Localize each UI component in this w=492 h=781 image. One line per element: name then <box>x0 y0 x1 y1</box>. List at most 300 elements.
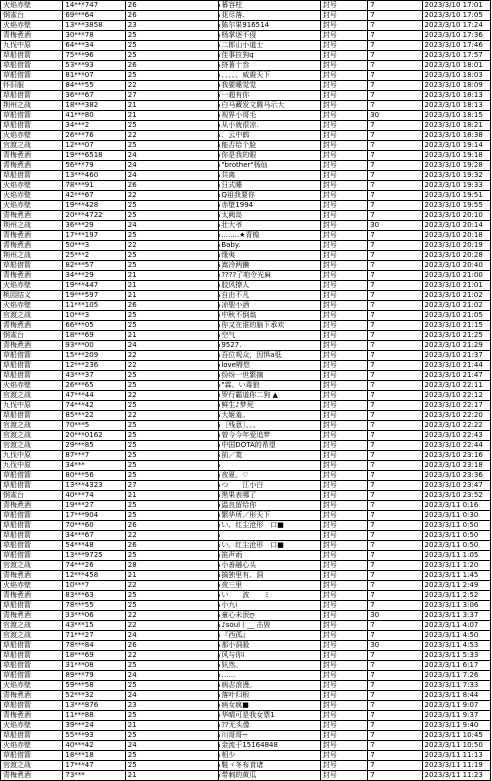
action-text: 封号 <box>322 241 337 249</box>
cell-note-marker <box>219 344 221 347</box>
account-text: 25***2 <box>65 251 90 259</box>
days-cell <box>368 601 422 611</box>
level-text: 25 <box>127 261 137 269</box>
account-cell <box>63 441 125 451</box>
nickname-cell <box>219 461 321 471</box>
nickname-text: ??无头像 <box>221 721 250 729</box>
level-text: 25 <box>127 441 137 449</box>
action-text: 封号 <box>322 661 337 669</box>
days-text: 7 <box>370 81 375 89</box>
server-cell <box>1 61 63 71</box>
cell-note-marker <box>219 444 221 447</box>
time-cell <box>422 741 490 751</box>
time-cell <box>422 641 490 651</box>
days-text: 7 <box>370 421 375 429</box>
days-text: 7 <box>370 581 375 589</box>
table-row <box>1 131 491 141</box>
time-cell <box>422 31 490 41</box>
days-text: 7 <box>370 651 375 659</box>
action-text: 封号 <box>322 31 337 39</box>
days-text: 7 <box>370 551 375 559</box>
nickname-text: 夜夏。♡ <box>221 471 249 479</box>
time-cell <box>422 271 490 281</box>
account-text: 47***44 <box>65 391 94 399</box>
account-text: 83***63 <box>65 591 94 599</box>
table-row <box>1 361 491 371</box>
days-cell <box>368 731 422 741</box>
cell-note-marker <box>219 754 221 757</box>
days-text: 7 <box>370 621 375 629</box>
account-cell <box>63 731 125 741</box>
days-cell <box>368 171 422 181</box>
action-text: 封号 <box>322 391 337 399</box>
level-cell <box>125 671 219 681</box>
days-text: 7 <box>370 491 375 499</box>
time-text: 2023/3/10 21:37 <box>424 351 483 359</box>
level-text: 21 <box>127 271 137 279</box>
cell-note-marker <box>219 4 221 7</box>
days-cell <box>368 491 422 501</box>
server-text: 青梅煮酒 <box>3 161 31 169</box>
days-cell <box>368 201 422 211</box>
account-cell <box>63 231 125 241</box>
cell-note-marker <box>219 134 221 137</box>
nickname-cell <box>219 111 321 121</box>
days-cell <box>368 421 422 431</box>
time-text: 2023/3/11 1:45 <box>424 571 479 579</box>
level-text: 25 <box>127 751 137 759</box>
table-row <box>1 201 491 211</box>
nickname-text: 搞独里有、洞 <box>221 571 264 579</box>
time-text: 2023/3/11 9:40 <box>424 721 479 729</box>
time-cell <box>422 591 490 601</box>
level-text: 24 <box>127 691 137 699</box>
server-cell <box>1 241 63 251</box>
nickname-text: 二郎山小道士 <box>221 41 264 49</box>
server-text: 青梅煮酒 <box>3 321 31 329</box>
level-text: 21 <box>127 281 137 289</box>
days-cell <box>368 181 422 191</box>
time-text: 2023/3/10 23:52 <box>424 491 483 499</box>
time-cell <box>422 241 490 251</box>
server-text: 青梅煮酒 <box>3 241 31 249</box>
server-text: 草船借箭 <box>3 111 31 119</box>
table-row <box>1 1 491 11</box>
action-cell <box>320 731 367 741</box>
time-text: 2023/3/10 19:18 <box>424 151 483 159</box>
table-row <box>1 701 491 711</box>
account-text: 19***6518 <box>65 151 103 159</box>
days-cell <box>368 31 422 41</box>
nickname-cell <box>219 761 321 771</box>
days-text: 30 <box>370 221 380 229</box>
server-cell <box>1 141 63 151</box>
server-cell <box>1 201 63 211</box>
action-cell <box>320 461 367 471</box>
action-cell <box>320 301 367 311</box>
account-cell <box>63 601 125 611</box>
account-cell <box>63 701 125 711</box>
level-cell <box>125 641 219 651</box>
days-text: 7 <box>370 601 375 609</box>
server-cell <box>1 681 63 691</box>
days-cell <box>368 461 422 471</box>
level-cell <box>125 501 219 511</box>
time-text: 2023/3/11 5:33 <box>424 651 479 659</box>
days-cell <box>368 381 422 391</box>
level-text: 21 <box>127 571 137 579</box>
action-text: 封号 <box>322 501 337 509</box>
level-cell <box>125 441 219 451</box>
action-text: 封号 <box>322 721 337 729</box>
action-cell <box>320 651 367 661</box>
level-text: 26 <box>127 541 137 549</box>
table-row <box>1 211 491 221</box>
account-cell <box>63 371 125 381</box>
account-cell <box>63 471 125 481</box>
nickname-cell <box>219 251 321 261</box>
time-cell <box>422 561 490 571</box>
account-text: 33***06 <box>65 611 94 619</box>
action-cell <box>320 551 367 561</box>
server-text: 九伐中原 <box>3 41 31 49</box>
time-text: 2023/3/10 21:29 <box>424 341 483 349</box>
action-cell <box>320 761 367 771</box>
account-cell <box>63 621 125 631</box>
level-cell <box>125 681 219 691</box>
time-text: 2023/3/11 1:05 <box>424 551 479 559</box>
table-row <box>1 501 491 511</box>
days-cell <box>368 741 422 751</box>
account-cell <box>63 511 125 521</box>
server-cell <box>1 101 63 111</box>
days-text: 7 <box>370 271 375 279</box>
table-body <box>1 1 491 781</box>
days-cell <box>368 541 422 551</box>
nickname-text: 太阙岛 <box>221 211 243 219</box>
time-text: 2023/3/10 22:11 <box>424 381 483 389</box>
time-cell <box>422 411 490 421</box>
account-cell <box>63 11 125 21</box>
nickname-cell <box>219 721 321 731</box>
server-cell <box>1 361 63 371</box>
time-cell <box>422 21 490 31</box>
days-text: 7 <box>370 301 375 309</box>
days-cell <box>368 211 422 221</box>
action-text: 封号 <box>322 41 337 49</box>
days-cell <box>368 161 422 171</box>
time-cell <box>422 231 490 241</box>
server-cell <box>1 351 63 361</box>
server-cell <box>1 581 63 591</box>
account-text: 17***904 <box>65 511 99 519</box>
days-text: 7 <box>370 751 375 759</box>
level-text: 25 <box>127 461 137 469</box>
time-text: 2023/3/10 19:51 <box>424 191 483 199</box>
action-cell <box>320 231 367 241</box>
account-text: 36***67 <box>65 91 94 99</box>
time-text: 2023/3/11 9:37 <box>424 711 479 719</box>
time-cell <box>422 71 490 81</box>
server-text: 火焰赤壁 <box>3 301 31 309</box>
time-cell <box>422 61 490 71</box>
account-cell <box>63 721 125 731</box>
action-text: 封号 <box>322 591 337 599</box>
days-cell <box>368 751 422 761</box>
action-cell <box>320 541 367 551</box>
cell-note-marker <box>219 144 221 147</box>
time-text: 2023/3/11 2:52 <box>424 591 479 599</box>
cell-note-marker <box>219 44 221 47</box>
time-cell <box>422 211 490 221</box>
server-text: 草船借箭 <box>3 471 31 479</box>
action-text: 封号 <box>322 641 337 649</box>
time-cell <box>422 371 490 381</box>
action-text: 封号 <box>322 111 337 119</box>
time-cell <box>422 541 490 551</box>
nickname-text: 凉聖小酒 <box>221 301 250 309</box>
action-cell <box>320 621 367 631</box>
days-cell <box>368 321 422 331</box>
cell-note-marker <box>219 564 221 567</box>
action-cell <box>320 51 367 61</box>
action-text: 封号 <box>322 251 337 259</box>
nickname-cell <box>219 621 321 631</box>
days-text: 7 <box>370 681 375 689</box>
time-text: 2023/3/10 19:55 <box>424 201 483 209</box>
action-cell <box>320 91 367 101</box>
level-text: 25 <box>127 371 137 379</box>
account-cell <box>63 641 125 651</box>
time-text: 2023/3/10 22:44 <box>424 441 483 449</box>
account-text: 34***29 <box>65 271 94 279</box>
days-cell <box>368 141 422 151</box>
nickname-cell <box>219 391 321 401</box>
server-text: 火焰赤壁 <box>3 191 31 199</box>
account-cell <box>63 291 125 301</box>
level-text: 24 <box>127 151 137 159</box>
time-text: 2023/3/10 21:15 <box>424 321 483 329</box>
days-cell <box>368 301 422 311</box>
days-text: 7 <box>370 481 375 489</box>
server-cell <box>1 171 63 181</box>
level-cell <box>125 771 219 781</box>
days-cell <box>368 351 422 361</box>
server-text: 草船借箭 <box>3 511 31 519</box>
time-text: 2023/3/11 0:16 <box>424 501 479 509</box>
account-cell <box>63 31 125 41</box>
account-cell <box>63 551 125 561</box>
time-cell <box>422 601 490 611</box>
level-cell <box>125 171 219 181</box>
level-text: 25 <box>127 141 137 149</box>
action-text: 封号 <box>322 731 337 739</box>
time-cell <box>422 701 490 711</box>
days-text: 7 <box>370 181 375 189</box>
server-cell <box>1 221 63 231</box>
action-cell <box>320 691 367 701</box>
level-text: 25 <box>127 451 137 459</box>
server-text: 官渡之战 <box>3 141 31 149</box>
cell-note-marker <box>219 184 221 187</box>
server-text: 草船借箭 <box>3 551 31 559</box>
nickname-text: 花尽落. <box>221 11 245 19</box>
nickname-text: 纷纷一世繁摘 <box>221 371 264 379</box>
action-text: 封号 <box>322 281 337 289</box>
days-cell <box>368 451 422 461</box>
action-cell <box>320 491 367 501</box>
time-cell <box>422 491 490 501</box>
time-text: 2023/3/11 11:13 <box>424 751 483 759</box>
cell-note-marker <box>219 94 221 97</box>
days-cell <box>368 611 422 621</box>
nickname-text: い 波 ミ <box>221 591 271 599</box>
cell-note-marker <box>219 214 221 217</box>
nickname-cell <box>219 441 321 451</box>
level-cell <box>125 691 219 701</box>
nickname-text: 温良留给你 <box>221 501 257 509</box>
action-cell <box>320 521 367 531</box>
time-text: 2023/3/10 18:21 <box>424 121 483 129</box>
time-text: 2023/3/11 7:26 <box>424 671 479 679</box>
days-text: 7 <box>370 441 375 449</box>
time-cell <box>422 1 490 11</box>
cell-note-marker <box>219 484 221 487</box>
cell-note-marker <box>219 524 221 527</box>
nickname-cell <box>219 31 321 41</box>
level-text: 25 <box>127 711 137 719</box>
action-cell <box>320 141 367 151</box>
level-text: 26 <box>127 61 137 69</box>
level-cell <box>125 281 219 291</box>
nickname-cell <box>219 161 321 171</box>
nickname-text: Baby. <box>221 241 241 249</box>
time-cell <box>422 151 490 161</box>
account-text: 39***24 <box>65 721 94 729</box>
table-row <box>1 81 491 91</box>
nickname-cell <box>219 711 321 721</box>
days-cell <box>368 671 422 681</box>
action-cell <box>320 71 367 81</box>
server-cell <box>1 561 63 571</box>
account-cell <box>63 431 125 441</box>
days-cell <box>368 571 422 581</box>
server-text: 九伐中原 <box>3 401 31 409</box>
cell-note-marker <box>219 514 221 517</box>
server-text: 青梅煮酒 <box>3 231 31 239</box>
nickname-cell <box>219 221 321 231</box>
server-cell <box>1 691 63 701</box>
cell-note-marker <box>219 174 221 177</box>
server-cell <box>1 21 63 31</box>
account-text: 13***876 <box>65 701 99 709</box>
action-text: 封号 <box>322 491 337 499</box>
cell-note-marker <box>219 384 221 387</box>
nickname-text: 共离 <box>221 171 236 179</box>
server-text: 草船借箭 <box>3 601 31 609</box>
level-cell <box>125 321 219 331</box>
server-cell <box>1 441 63 451</box>
time-text: 2023/3/10 17:05 <box>424 11 483 19</box>
cell-note-marker <box>219 744 221 747</box>
action-cell <box>320 321 367 331</box>
action-text: 封号 <box>322 51 337 59</box>
level-cell <box>125 61 219 71</box>
level-cell <box>125 721 219 731</box>
time-cell <box>422 11 490 21</box>
cell-note-marker <box>219 454 221 457</box>
days-cell <box>368 721 422 731</box>
level-text: 22 <box>127 81 137 89</box>
nickname-text: 中秋不倒翁 <box>221 311 257 319</box>
cell-note-marker <box>219 124 221 127</box>
nickname-text: 自由不凡 <box>221 291 250 299</box>
action-cell <box>320 311 367 321</box>
server-cell <box>1 371 63 381</box>
days-text: 7 <box>370 731 375 739</box>
account-cell <box>63 411 125 421</box>
action-cell <box>320 171 367 181</box>
account-cell <box>63 151 125 161</box>
time-text: 2023/3/10 18:09 <box>424 81 483 89</box>
level-cell <box>125 131 219 141</box>
server-text: 青梅煮酒 <box>3 501 31 509</box>
account-text: 19***27 <box>65 501 94 509</box>
account-text: 19***447 <box>65 281 99 289</box>
cell-note-marker <box>219 654 221 657</box>
server-text: 青梅煮酒 <box>3 611 31 619</box>
level-text: 25 <box>127 321 137 329</box>
days-text: 7 <box>370 101 375 109</box>
cell-note-marker <box>219 614 221 617</box>
server-text: 荆州之战 <box>3 101 31 109</box>
server-text: 官渡之战 <box>3 311 31 319</box>
cell-note-marker <box>219 694 221 697</box>
server-text: 官渡之战 <box>3 391 31 399</box>
cell-note-marker <box>219 534 221 537</box>
account-text: 19***597 <box>65 291 99 299</box>
time-cell <box>422 531 490 541</box>
action-text: 封号 <box>322 21 337 29</box>
server-text: 草船借箭 <box>3 371 31 379</box>
days-text: 7 <box>370 371 375 379</box>
cell-note-marker <box>219 404 221 407</box>
account-text: 70***5 <box>65 421 90 429</box>
table-row <box>1 171 491 181</box>
time-cell <box>422 441 490 451</box>
level-text: 21 <box>127 101 137 109</box>
level-cell <box>125 481 219 491</box>
time-cell <box>422 131 490 141</box>
level-text: 25 <box>127 231 137 239</box>
account-text: 54***48 <box>65 541 94 549</box>
table-row <box>1 731 491 741</box>
table-row <box>1 291 491 301</box>
level-cell <box>125 421 219 431</box>
days-cell <box>368 101 422 111</box>
days-cell <box>368 581 422 591</box>
table-row <box>1 181 491 191</box>
days-cell <box>368 531 422 541</box>
action-text: 封号 <box>322 201 337 209</box>
nickname-text: ♪soul丨__ 击毁 <box>221 621 271 629</box>
action-text: 封号 <box>322 341 337 349</box>
time-text: 2023/3/10 20:14 <box>424 221 483 229</box>
account-text: 34***67 <box>65 531 94 539</box>
server-text: 怀旧服 <box>3 81 24 89</box>
nickname-text: 病女疯■ <box>221 701 249 709</box>
account-text: 14***747 <box>65 1 99 9</box>
